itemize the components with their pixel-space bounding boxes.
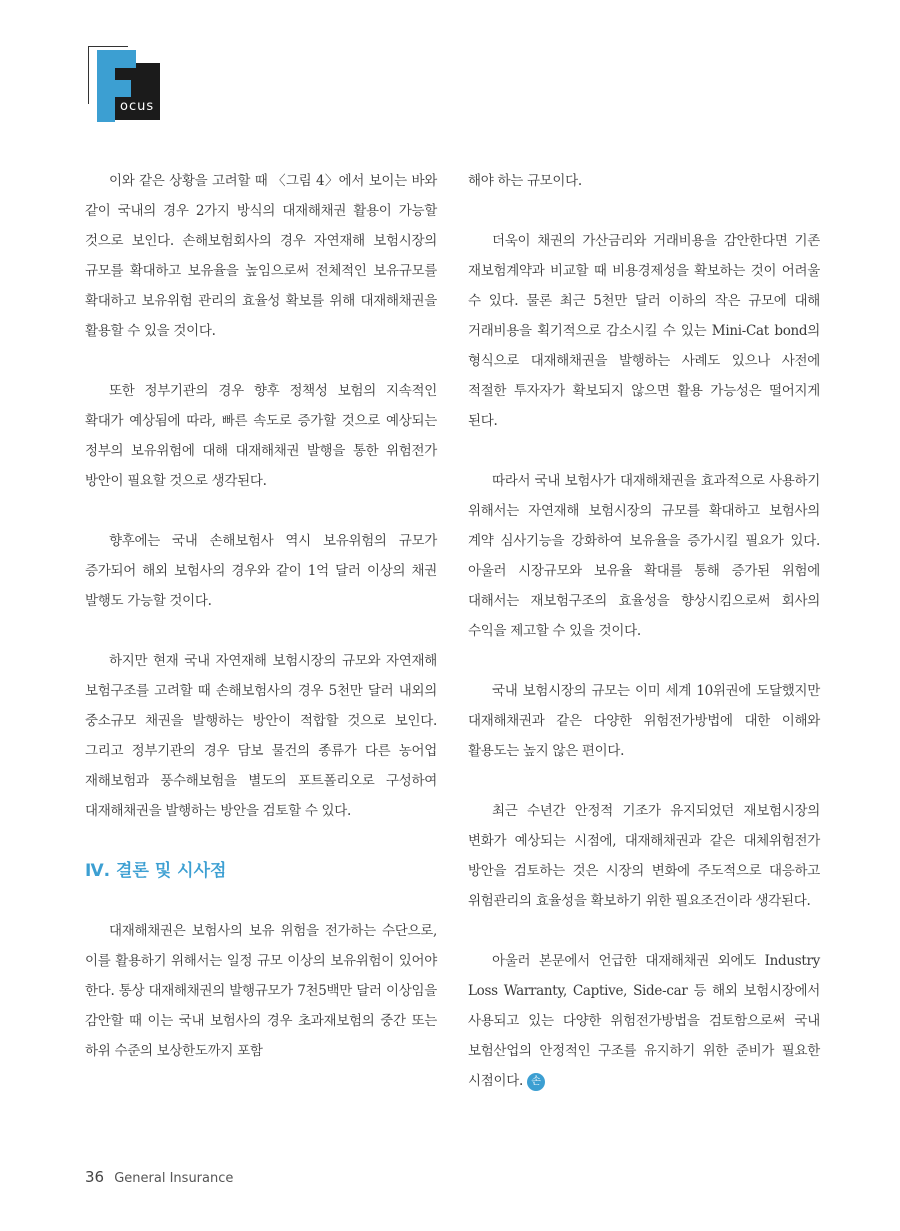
publication-name: General Insurance — [114, 1171, 234, 1186]
paragraph: 따라서 국내 보험사가 대재해채권을 효과적으로 사용하기 위해서는 자연재해 보험시장의 규모를 확대하고 보험사의 계약 심사기능을 강화하여 보유율을 증가시킬 필요가 있다. 아울러 시장규모와 보유율 확대를 통해 증가된 위험에 대해서는 재보험구조의 효율성을 향상시킴으로써 회사의 수익을 제고할 수 있을 것이다. — [468, 473, 820, 639]
right-column — [468, 166, 820, 1096]
paragraph: 향후에는 국내 손해보험사 역시 보유위험의 규모가 증가되어 해외 보험사의 경우와 같이 1억 달러 이상의 채권 발행도 가능할 것이다. — [85, 533, 437, 609]
paragraph — [468, 946, 820, 1096]
page-footer — [85, 1168, 233, 1186]
paragraph: 대재해채권은 보험사의 보유 위험을 전가하는 수단으로, 이를 활용하기 위해서는 일정 규모 이상의 보유위험이 있어야 한다. 통상 대재해채권의 발행규모가 7천5백만 달러 이상임을 감안할 때 이는 국내 보험사의 경우 초과재보험의 중간 또는 하위 수준의 보상한도까지 포함 — [85, 923, 437, 1059]
end-mark-icon: 손 — [527, 1073, 545, 1091]
paragraph: 최근 수년간 안정적 기조가 유지되었던 재보험시장의 변화가 예상되는 시점에, 대재해채권과 같은 대체위험전가 방안을 검토하는 것은 시장의 변화에 주도적으로 대응하고 위험관리의 효율성을 확보하기 위한 필요조건이라 생각된다. — [468, 803, 820, 909]
left-column — [85, 166, 437, 1066]
paragraph: 또한 정부기관의 경우 향후 정책성 보험의 지속적인 확대가 예상됨에 따라, 빠른 속도로 증가할 것으로 예상되는 정부의 보유위험에 대해 대재해채권 발행을 통한 위험전가 방안이 필요할 것으로 생각된다. — [85, 383, 437, 489]
focus-logo — [88, 46, 163, 122]
paragraph: 해야 하는 규모이다. — [468, 173, 582, 189]
paragraph: 하지만 현재 국내 자연재해 보험시장의 규모와 자연재해 보험구조를 고려할 때 손해보험사의 경우 5천만 달러 내외의 중소규모 채권을 발행하는 방안이 적합할 것으로 보인다. 그리고 정부기관의 경우 담보 물건의 종류가 다른 농어업 재해보험과 풍수해보험을 별도의 포트폴리오로 구성하여 대재해채권을 발행하는 방안을 검토할 수 있다. — [85, 653, 437, 819]
logo-text: ocus — [120, 99, 155, 114]
paragraph: 이와 같은 상황을 고려할 때 〈그림 4〉에서 보이는 바와 같이 국내의 경우 2가지 방식의 대재해채권 활용이 가능할 것으로 보인다. 손해보험회사의 경우 자연재해 보험시장의 규모를 확대하고 보유율을 높임으로써 전체적인 보유규모를 확대하고 보유위험 관리의 효율성 확보를 위해 대재해채권을 활용할 수 있을 것이다. — [85, 173, 437, 339]
paragraph: 더욱이 채권의 가산금리와 거래비용을 감안한다면 기존 재보험계약과 비교할 때 비용경제성을 확보하는 것이 어려울 수 있다. 물론 최근 5천만 달러 이하의 작은 규모에 대해 거래비용을 획기적으로 감소시킬 수 있는 Mini-Cat bond의 형식으로 대재해채권을 발행하는 사례도 있으나 사전에 적절한 투자자가 확보되지 않으면 활용 가능성은 떨어지게 된다. — [468, 233, 820, 429]
paragraph-text: 아울러 본문에서 언급한 대재해채권 외에도 Industry Loss Warranty, Captive, Side-car 등 해외 보험시장에서 사용되고 있는 다양한 위험전가방법을 검토함으로써 국내 보험산업의 안정적인 구조를 유지하기 위한 준비가 필요한 시점이다. — [468, 953, 820, 1089]
section-heading: Ⅳ. 결론 및 시사점 — [85, 861, 227, 881]
page-number: 36 — [85, 1168, 105, 1186]
paragraph: 국내 보험시장의 규모는 이미 세계 10위권에 도달했지만 대재해채권과 같은 다양한 위험전가방법에 대한 이해와 활용도는 높지 않은 편이다. — [468, 683, 820, 759]
